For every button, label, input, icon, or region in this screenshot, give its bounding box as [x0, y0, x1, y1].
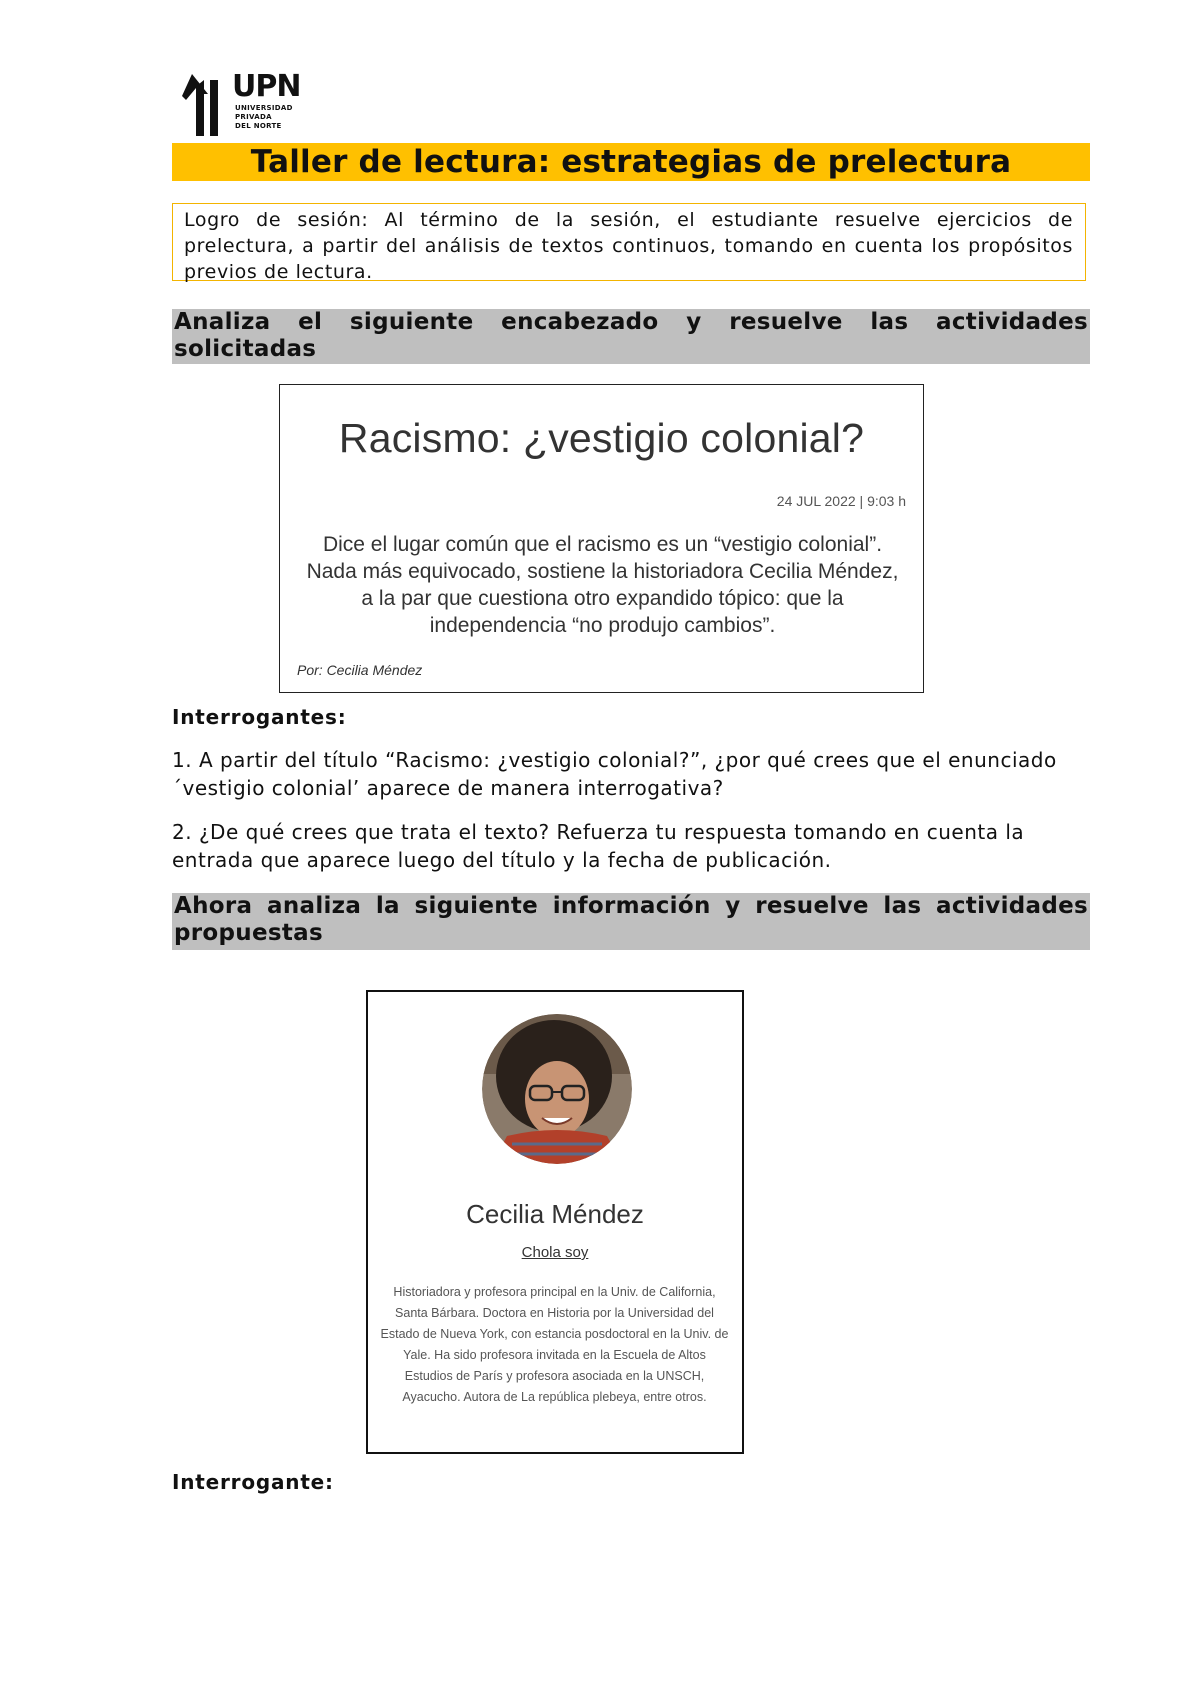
- author-column-link[interactable]: Chola soy: [521, 1244, 589, 1261]
- question-heading-2: Interrogante:: [172, 1470, 334, 1494]
- section-heading: Ahora analiza la siguiente información y resuelve las actividades propuestas: [174, 893, 1088, 946]
- logo-subtitle: [235, 104, 295, 131]
- logo-subtitle-line: PRIVADA: [235, 113, 272, 121]
- article-title: Racismo: ¿vestigio colonial?: [338, 415, 865, 461]
- logo-subtitle-line: UNIVERSIDAD: [235, 104, 293, 112]
- author-photo-avatar: [482, 1014, 632, 1164]
- section-header-2: [172, 893, 1090, 950]
- logo-brand: UPN: [232, 69, 301, 104]
- title-bar: [172, 143, 1090, 181]
- session-goal-text: Logro de sesión: Al término de la sesión, el estudiante resuelve ejercicios de prelectura, a partir del análisis de textos continuos, tomando en cuenta los propósitos previos de lectura.: [184, 209, 1073, 283]
- question-item: 2. ¿De qué crees que trata el texto? Refuerza tu respuesta tomando en cuenta la entrada que aparece luego del título y la fecha de publicación.: [172, 820, 1025, 872]
- section-heading: Analiza el siguiente encabezado y resuelve las actividades solicitadas: [174, 309, 1088, 362]
- logo-subtitle-line: DEL NORTE: [235, 122, 282, 130]
- author-bio: Historiadora y profesora principal en la Univ. de California, Santa Bárbara. Doctora en Historia por la Universidad del Estado de Nueva York, con estancia posdoctoral en la Univ. de Yale. Ha sido profesora invitada en la Escuela de Altos Estudios de París y profesora asociada en la UNSCH, Ayacucho. Autora de La república plebeya, entre otros.: [380, 1285, 729, 1404]
- article-header-card: [279, 384, 924, 693]
- article-lead: Dice el lugar común que el racismo es un “vestigio colonial”. Nada más equivocado, sostiene la historiadora Cecilia Méndez, a la par que cuestiona otro expandido tópico: que la independencia “no produjo cambios”.: [306, 533, 899, 637]
- questions-heading: Interrogantes:: [172, 705, 347, 729]
- question-item: 1. A partir del título “Racismo: ¿vestigio colonial?”, ¿por qué crees que el enunciado ´vestigio colonial’ aparece de manera interrogativa?: [172, 748, 1057, 800]
- section-header-1: [172, 309, 1090, 364]
- article-date: 24 JUL 2022 | 9:03 h: [776, 493, 906, 509]
- session-goal-box: [172, 203, 1086, 281]
- author-name: Cecilia Méndez: [466, 1199, 644, 1229]
- author-profile-card: [366, 990, 744, 1454]
- article-byline: Por: Cecilia Méndez: [297, 662, 423, 678]
- page-title: Taller de lectura: estrategias de prelectura: [250, 144, 1012, 180]
